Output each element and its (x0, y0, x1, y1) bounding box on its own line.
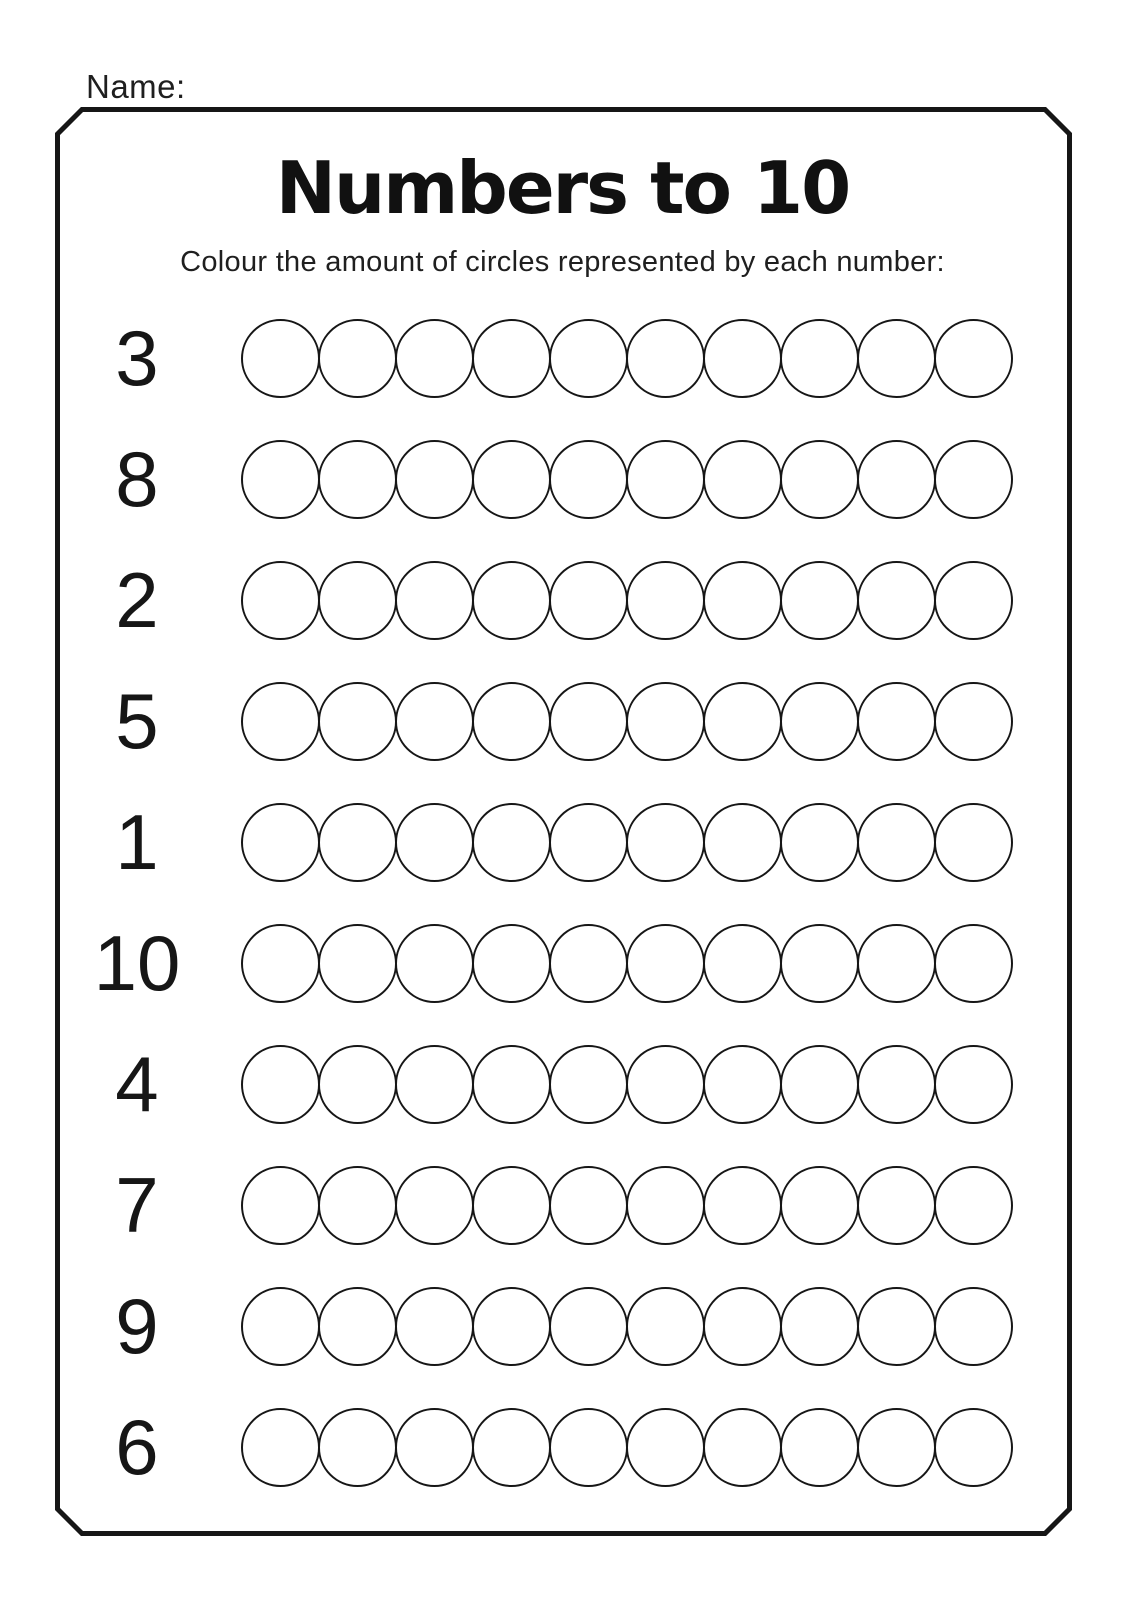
rows (0, 314, 1131, 1528)
circle-strip (241, 1407, 1013, 1487)
colorable-circle[interactable] (549, 803, 628, 882)
colorable-circle[interactable] (703, 1408, 782, 1487)
number-row (0, 1161, 1131, 1249)
colorable-circle[interactable] (549, 561, 628, 640)
colorable-circle[interactable] (857, 561, 936, 640)
row-number-label: 5 (115, 677, 159, 765)
colorable-circle[interactable] (395, 1166, 474, 1245)
colorable-circle[interactable] (626, 319, 705, 398)
colorable-circle[interactable] (857, 319, 936, 398)
colorable-circle[interactable] (241, 319, 320, 398)
colorable-circle[interactable] (934, 1287, 1013, 1366)
row-number-label: 4 (115, 1040, 159, 1128)
colorable-circle[interactable] (703, 1166, 782, 1245)
colorable-circle[interactable] (241, 440, 320, 519)
colorable-circle[interactable] (780, 1166, 859, 1245)
colorable-circle[interactable] (780, 319, 859, 398)
colorable-circle[interactable] (241, 1408, 320, 1487)
colorable-circle[interactable] (549, 440, 628, 519)
colorable-circle[interactable] (780, 682, 859, 761)
colorable-circle[interactable] (472, 1166, 551, 1245)
colorable-circle[interactable] (318, 1045, 397, 1124)
colorable-circle[interactable] (703, 803, 782, 882)
colorable-circle[interactable] (703, 1287, 782, 1366)
colorable-circle[interactable] (318, 1408, 397, 1487)
colorable-circle[interactable] (934, 1166, 1013, 1245)
circle-strip (241, 439, 1013, 519)
name-label: Name: (86, 68, 186, 105)
colorable-circle[interactable] (934, 561, 1013, 640)
colorable-circle[interactable] (780, 1045, 859, 1124)
colorable-circle[interactable] (318, 924, 397, 1003)
colorable-circle[interactable] (241, 682, 320, 761)
circle-strip (241, 318, 1013, 398)
colorable-circle[interactable] (780, 803, 859, 882)
colorable-circle[interactable] (857, 1045, 936, 1124)
colorable-circle[interactable] (626, 682, 705, 761)
colorable-circle[interactable] (780, 561, 859, 640)
colorable-circle[interactable] (395, 924, 474, 1003)
colorable-circle[interactable] (318, 803, 397, 882)
colorable-circle[interactable] (857, 1166, 936, 1245)
colorable-circle[interactable] (395, 1287, 474, 1366)
colorable-circle[interactable] (549, 924, 628, 1003)
colorable-circle[interactable] (780, 924, 859, 1003)
colorable-circle[interactable] (318, 440, 397, 519)
colorable-circle[interactable] (626, 803, 705, 882)
colorable-circle[interactable] (703, 319, 782, 398)
number-row (0, 314, 1131, 402)
colorable-circle[interactable] (857, 440, 936, 519)
colorable-circle[interactable] (549, 1045, 628, 1124)
colorable-circle[interactable] (857, 1408, 936, 1487)
colorable-circle[interactable] (703, 561, 782, 640)
colorable-circle[interactable] (472, 1045, 551, 1124)
colorable-circle[interactable] (626, 440, 705, 519)
colorable-circle[interactable] (241, 924, 320, 1003)
colorable-circle[interactable] (780, 1408, 859, 1487)
colorable-circle[interactable] (318, 682, 397, 761)
colorable-circle[interactable] (703, 924, 782, 1003)
number-row (0, 1040, 1131, 1128)
colorable-circle[interactable] (395, 319, 474, 398)
colorable-circle[interactable] (934, 1045, 1013, 1124)
circle-strip (241, 560, 1013, 640)
colorable-circle[interactable] (626, 924, 705, 1003)
colorable-circle[interactable] (241, 1045, 320, 1124)
row-number-label: 7 (115, 1161, 159, 1249)
colorable-circle[interactable] (626, 1166, 705, 1245)
colorable-circle[interactable] (472, 561, 551, 640)
colorable-circle[interactable] (934, 803, 1013, 882)
colorable-circle[interactable] (857, 924, 936, 1003)
colorable-circle[interactable] (934, 924, 1013, 1003)
colorable-circle[interactable] (241, 803, 320, 882)
colorable-circle[interactable] (472, 924, 551, 1003)
circle-strip (241, 681, 1013, 761)
colorable-circle[interactable] (934, 1408, 1013, 1487)
colorable-circle[interactable] (934, 682, 1013, 761)
colorable-circle[interactable] (318, 1166, 397, 1245)
number-row (0, 677, 1131, 765)
colorable-circle[interactable] (626, 561, 705, 640)
colorable-circle[interactable] (857, 803, 936, 882)
row-number-label: 2 (115, 556, 159, 644)
row-number-label: 10 (93, 919, 181, 1007)
colorable-circle[interactable] (934, 440, 1013, 519)
colorable-circle[interactable] (318, 1287, 397, 1366)
colorable-circle[interactable] (703, 440, 782, 519)
colorable-circle[interactable] (472, 440, 551, 519)
colorable-circle[interactable] (472, 1408, 551, 1487)
circle-strip (241, 802, 1013, 882)
colorable-circle[interactable] (780, 440, 859, 519)
colorable-circle[interactable] (241, 1287, 320, 1366)
colorable-circle[interactable] (241, 1166, 320, 1245)
colorable-circle[interactable] (626, 1408, 705, 1487)
number-row (0, 919, 1131, 1007)
circle-strip (241, 1165, 1013, 1245)
colorable-circle[interactable] (472, 319, 551, 398)
colorable-circle[interactable] (318, 319, 397, 398)
colorable-circle[interactable] (626, 1045, 705, 1124)
colorable-circle[interactable] (395, 1045, 474, 1124)
number-row (0, 1282, 1131, 1370)
page-title: Numbers to 10 (275, 146, 850, 230)
colorable-circle[interactable] (472, 803, 551, 882)
colorable-circle[interactable] (241, 561, 320, 640)
number-row (0, 798, 1131, 886)
row-number-label: 1 (115, 798, 159, 886)
colorable-circle[interactable] (703, 1045, 782, 1124)
circle-strip (241, 1286, 1013, 1366)
colorable-circle[interactable] (626, 1287, 705, 1366)
instruction-text: Colour the amount of circles represented by each number: (180, 246, 945, 278)
colorable-circle[interactable] (549, 1287, 628, 1366)
colorable-circle[interactable] (395, 561, 474, 640)
colorable-circle[interactable] (318, 561, 397, 640)
colorable-circle[interactable] (472, 682, 551, 761)
row-number-label: 9 (115, 1282, 159, 1370)
number-row (0, 1403, 1131, 1491)
colorable-circle[interactable] (395, 803, 474, 882)
colorable-circle[interactable] (549, 682, 628, 761)
row-number-label: 8 (115, 435, 159, 523)
colorable-circle[interactable] (857, 1287, 936, 1366)
colorable-circle[interactable] (934, 319, 1013, 398)
colorable-circle[interactable] (857, 682, 936, 761)
colorable-circle[interactable] (395, 1408, 474, 1487)
colorable-circle[interactable] (549, 1408, 628, 1487)
circle-strip (241, 1044, 1013, 1124)
number-row (0, 435, 1131, 523)
colorable-circle[interactable] (780, 1287, 859, 1366)
row-number-label: 6 (115, 1403, 159, 1491)
colorable-circle[interactable] (472, 1287, 551, 1366)
colorable-circle[interactable] (549, 1166, 628, 1245)
colorable-circle[interactable] (395, 440, 474, 519)
colorable-circle[interactable] (549, 319, 628, 398)
number-row (0, 556, 1131, 644)
circle-strip (241, 923, 1013, 1003)
colorable-circle[interactable] (395, 682, 474, 761)
row-number-label: 3 (115, 314, 159, 402)
colorable-circle[interactable] (703, 682, 782, 761)
